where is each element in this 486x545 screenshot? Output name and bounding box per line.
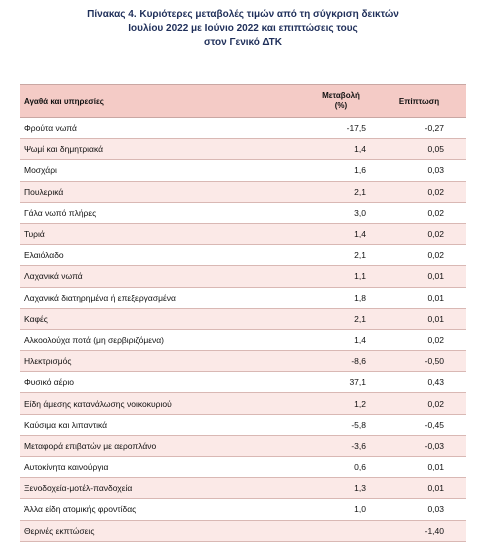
row-item-name: Τυριά <box>24 229 45 240</box>
table-row <box>20 309 466 330</box>
table-row <box>20 478 466 499</box>
row-item-name: Ελαιόλαδο <box>24 250 64 261</box>
row-impact-value: -0,45 <box>424 419 444 430</box>
row-item-name: Λαχανικά διατηρημένα ή επεξεργασμένα <box>24 292 176 303</box>
row-item-name: Λαχανικά νωπά <box>24 271 83 282</box>
row-impact-value: 0,02 <box>427 334 444 345</box>
row-impact-value: 0,01 <box>427 271 444 282</box>
table-row <box>20 160 466 181</box>
row-impact-value: 0,02 <box>427 207 444 218</box>
title-line-2: Ιουλίου 2022 με Ιούνιο 2022 και επιπτώσεις τους <box>128 23 358 34</box>
row-impact-value: 0,03 <box>427 504 444 515</box>
row-change-value: 1,8 <box>354 292 366 303</box>
row-change-value: 1,2 <box>354 398 366 409</box>
row-change-value: 0,6 <box>354 462 366 473</box>
row-impact-value: 0,02 <box>427 186 444 197</box>
row-change-value: 2,1 <box>354 313 366 324</box>
row-item-name: Είδη άμεσης κατανάλωσης νοικοκυριού <box>24 398 172 409</box>
row-item-name: Γάλα νωπό πλήρες <box>24 207 97 218</box>
table-header <box>20 84 466 118</box>
row-impact-value: 0,02 <box>427 398 444 409</box>
row-change-value: 1,4 <box>354 334 366 345</box>
row-change-value: 2,1 <box>354 186 366 197</box>
row-item-name: Αυτοκίνητα καινούργια <box>24 462 109 473</box>
header-impact: Επίπτωση <box>398 96 440 106</box>
row-impact-value: -0,27 <box>424 123 444 134</box>
row-change-value: -3,6 <box>351 440 366 451</box>
row-item-name: Αλκοολούχα ποτά (μη σερβιριζόμενα) <box>24 334 165 345</box>
table-row <box>20 245 466 266</box>
row-impact-value: -0,03 <box>424 440 444 451</box>
header-change-unit: (%) <box>334 101 348 110</box>
row-impact-value: 0,05 <box>427 144 444 155</box>
table-row <box>20 521 466 542</box>
row-change-value: 1,6 <box>354 165 366 176</box>
row-item-name: Ξενοδοχεία-μοτέλ-πανδοχεία <box>24 483 133 494</box>
table-row <box>20 393 466 414</box>
row-change-value: 1,4 <box>354 229 366 240</box>
row-item-name: Φυσικό αέριο <box>24 377 74 388</box>
row-impact-value: 0,03 <box>427 165 444 176</box>
table-row <box>20 415 466 436</box>
row-item-name: Καύσιμα και λιπαντικά <box>24 419 108 430</box>
row-change-value: 2,1 <box>354 250 366 261</box>
row-change-value: 1,3 <box>354 483 366 494</box>
table-row <box>20 288 466 309</box>
row-item-name: Ψωμί και δημητριακά <box>24 144 104 155</box>
header-change <box>310 85 372 117</box>
table-row <box>20 457 466 478</box>
header-change-label: Μεταβολή <box>322 91 360 100</box>
row-change-value: -5,8 <box>351 419 366 430</box>
table-row <box>20 266 466 287</box>
row-change-value: 1,4 <box>354 144 366 155</box>
row-change-value: 37,1 <box>349 377 366 388</box>
row-impact-value: 0,01 <box>427 292 444 303</box>
table-body <box>20 118 466 542</box>
table-row <box>20 224 466 245</box>
row-change-value: 1,0 <box>354 504 366 515</box>
row-item-name: Άλλα είδη ατομικής φροντίδας <box>24 504 137 515</box>
row-impact-value: 0,01 <box>427 483 444 494</box>
row-item-name: Μοσχάρι <box>24 165 57 176</box>
row-impact-value: 0,43 <box>427 377 444 388</box>
table-row <box>20 372 466 393</box>
table-row <box>20 118 466 139</box>
row-impact-value: -1,40 <box>424 525 444 536</box>
row-item-name: Θερινές εκπτώσεις <box>24 525 95 536</box>
price-changes-table <box>20 84 466 542</box>
row-impact-value: -0,50 <box>424 356 444 367</box>
row-item-name: Μεταφορά επιβατών με αεροπλάνο <box>24 440 157 451</box>
table-row <box>20 182 466 203</box>
row-change-value: 3,0 <box>354 207 366 218</box>
row-item-name: Ηλεκτρισμός <box>24 356 72 367</box>
table-row <box>20 203 466 224</box>
table-row <box>20 139 466 160</box>
row-item-name: Καφές <box>24 313 48 324</box>
row-impact-value: 0,02 <box>427 250 444 261</box>
row-impact-value: 0,01 <box>427 462 444 473</box>
table-row <box>20 330 466 351</box>
table-row <box>20 499 466 520</box>
row-change-value: -8,6 <box>351 356 366 367</box>
table-title <box>0 8 486 50</box>
row-change-value: -17,5 <box>346 123 366 134</box>
row-item-name: Πουλερικά <box>24 186 64 197</box>
row-item-name: Φρούτα νωπά <box>24 123 77 134</box>
table-row <box>20 351 466 372</box>
row-impact-value: 0,02 <box>427 229 444 240</box>
row-change-value: 1,1 <box>354 271 366 282</box>
header-goods-services: Αγαθά και υπηρεσίες <box>24 96 104 106</box>
title-line-3: στον Γενικό ΔΤΚ <box>203 37 283 48</box>
row-impact-value: 0,01 <box>427 313 444 324</box>
title-line-1: Πίνακας 4. Κυριότερες μεταβολές τιμών από τη σύγκριση δεικτών <box>87 9 399 20</box>
table-row <box>20 436 466 457</box>
